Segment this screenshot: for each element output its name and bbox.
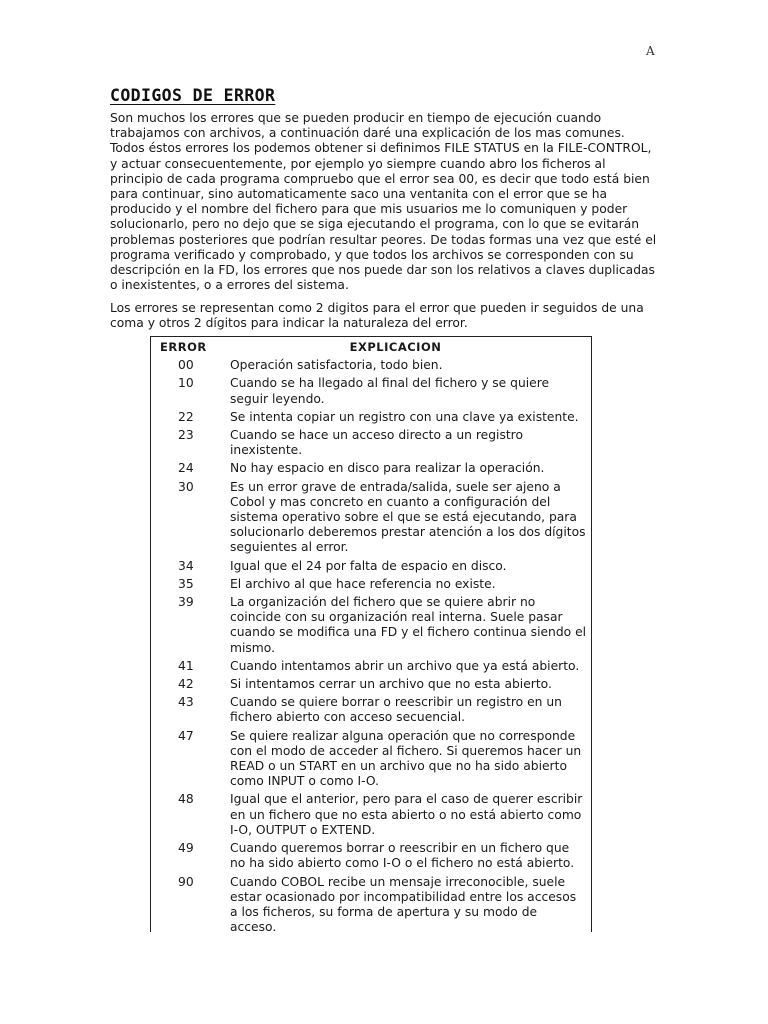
error-description: Se quiere realizar alguna operación que no corresponde con el modo de acceder al fichero. Si queremos hacer un READ o un START en un archivo que no ha sido abierto como INPUT o como I-O.: [230, 728, 582, 789]
error-description: Cuando se hace un acceso directo a un registro inexistente.: [230, 428, 523, 458]
error-description: Se intenta copiar un registro con una clave ya existente.: [230, 409, 579, 424]
error-code: 39: [178, 595, 194, 610]
error-code: 47: [178, 728, 194, 743]
error-code: 35: [178, 576, 194, 591]
error-code: 90: [178, 874, 194, 889]
table-row: [151, 595, 591, 659]
table-row: [151, 559, 591, 577]
error-description: Es un error grave de entrada/salida, suele ser ajeno a Cobol y mas concreto en cuanto a configuración del sistema operativo sobre el que se está ejecutando, para solucionarlo deberemos prestar atención a los dos dígitos seguientes al error.: [230, 479, 586, 555]
error-description: Cuando intentamos abrir un archivo que ya está abierto.: [230, 658, 580, 673]
format-paragraph: Los errores se representan como 2 digitos para el error que pueden ir seguidos de una coma y otros 2 dígitos para indicar la naturaleza del error.: [110, 301, 644, 331]
table-row: [151, 376, 591, 409]
error-codes-table: [150, 336, 592, 935]
error-description: Si intentamos cerrar un archivo que no esta abierto.: [230, 677, 552, 692]
table-row: [151, 577, 591, 595]
error-description: Cuando se ha llegado al final del fichero y se quiere seguir leyendo.: [230, 376, 550, 406]
table-row: [151, 410, 591, 428]
intro-paragraph: Son muchos los errores que se pueden producir en tiempo de ejecución cuando trabajamos con archivos, a continuación daré una explicación de los mas comunes. Todos éstos errores los podemos obtener si definimos FILE STATUS en la FILE-CONTROL, y actuar consecuentemente, por ejemplo yo siempre cuando abro los ficheros al principio de cada programa compruebo que el error sea 00, es decir que todo está bien para continuar, sino automaticamente saco una ventanita con el error que se ha producido y el nombre del fichero para que mis usuarios me lo comuniquen y poder solucionarlo, pero no dejo que se siga ejecutando el programa, con lo que se evitarán problemas posteriores que podrían resultar peores. De todas formas una vez que esté el programa verificado y comprobado, y que todos los archivos se corresponden con su descripción en la FD, los errores que nos puede dar son los relativos a claves duplicadas o inexistentes, o a errores del sistema.: [110, 111, 657, 293]
error-description: Igual que el 24 por falta de espacio en disco.: [230, 558, 507, 573]
error-description: Igual que el anterior, pero para el caso de querer escribir en un fichero que no esta abierto o no está abierto como I-O, OUTPUT o EXTEND.: [230, 792, 583, 837]
table-row: [151, 659, 591, 677]
error-code: 43: [178, 695, 194, 710]
error-code: 48: [178, 792, 194, 807]
error-code: 00: [178, 358, 194, 373]
error-description: El archivo al que hace referencia no existe.: [230, 576, 496, 591]
table-row: [151, 428, 591, 461]
error-code: 22: [178, 409, 194, 424]
table-row: [151, 841, 591, 874]
table-row: [151, 480, 591, 559]
table-body: [151, 358, 591, 938]
error-code: 30: [178, 479, 194, 494]
table-row: [151, 695, 591, 728]
page-title: CODIGOS DE ERROR: [110, 86, 276, 105]
error-description: La organización del fichero que se quiere abrir no coincide con su organización real interna. Suele pasar cuando se modifica una FD y el fichero continua siendo el mismo.: [230, 595, 587, 655]
header-explicacion: EXPLICACION: [349, 340, 442, 354]
error-description: No hay espacio en disco para realizar la operación.: [230, 461, 545, 476]
header-error: ERROR: [160, 340, 207, 354]
table-row: [151, 677, 591, 695]
page-letter: A: [646, 44, 655, 58]
error-description: Cuando queremos borrar o reescribir en un fichero que no ha sido abierto como I-O o el fichero no está abierto.: [230, 841, 575, 871]
error-code: 41: [178, 658, 194, 673]
error-code: 23: [178, 428, 194, 443]
error-description: Operación satisfactoria, todo bien.: [230, 358, 443, 373]
table-row: [151, 729, 591, 793]
error-description: Cuando se quiere borrar o reescribir un registro en un fichero abierto con acceso secuencial.: [230, 695, 562, 725]
error-code: 34: [178, 558, 194, 573]
error-description: Cuando COBOL recibe un mensaje irreconocible, suele estar ocasionado por incompatibilidad entre los accesos a los ficheros, su forma de apertura y su modo de acceso.: [230, 874, 577, 935]
table-row: [151, 792, 591, 841]
error-code: 42: [178, 677, 194, 692]
table-header-row: [151, 337, 591, 358]
error-code: 10: [178, 376, 194, 391]
table-row: [151, 875, 591, 939]
table-row: [151, 358, 591, 376]
error-table: [151, 337, 591, 938]
error-code: 24: [178, 461, 194, 476]
error-code: 49: [178, 841, 194, 856]
table-row: [151, 461, 591, 479]
